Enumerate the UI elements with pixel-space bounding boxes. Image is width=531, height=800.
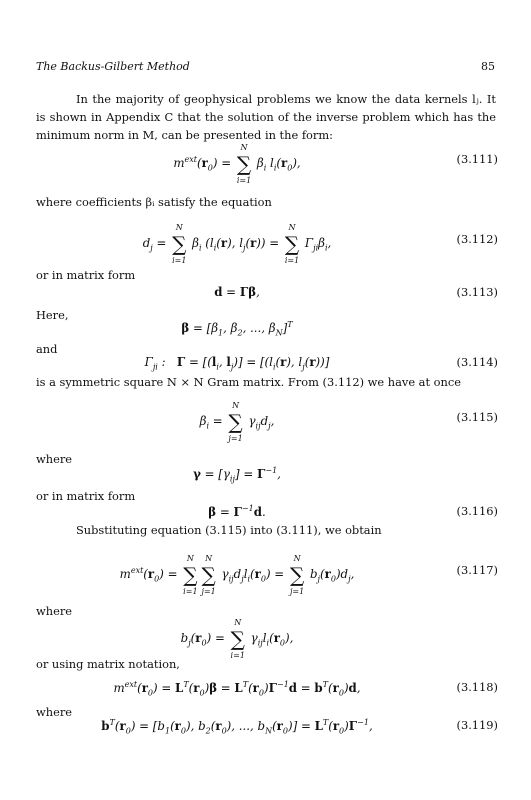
equation-3-111: $m^{ext}(r_0)$ = ∑ N i=1 $\beta_i$ $l_i(r_0)$, (3.111)	[173, 143, 498, 185]
running-header-title: The Backus-Gilbert Method	[36, 60, 190, 73]
paragraph-3: or in matrix form	[36, 268, 136, 282]
equation-beta-vector: $\beta = [\beta_1$, $\beta_2$, ..., $\beta_N]^T$	[181, 320, 293, 338]
equation-number: (3.118)	[456, 680, 498, 694]
paragraph-2: where coefficients βᵢ satisfy the equation	[36, 195, 272, 209]
paragraph-11: or using matrix notation,	[36, 657, 180, 671]
equation-3-116: $\beta = \Gamma^{-1}d$. (3.116)	[208, 504, 498, 519]
equation-number: (3.112)	[456, 232, 498, 246]
equation-3-118: $m^{ext}(r_0) = L^T(r_0)\beta = L^T(r_0)\Gamma^{-1}d = b^T(r_0)d$, (3.118)	[113, 680, 498, 698]
paragraph-5: and	[36, 342, 58, 356]
equation-3-112: $d_j$ = ∑ N i=1 $\beta_i$ ($l_i(r)$, $l_j(r)$) = ∑ N i=1 $\Gamma_{ji}\beta_i$, (3.112)	[142, 223, 498, 265]
paragraph-6: is a symmetric square N × N Gram matrix. From (3.112) we have at once	[36, 375, 461, 389]
equation-number: (3.113)	[456, 285, 498, 299]
equation-number: (3.119)	[456, 718, 498, 732]
paragraph-4: Here,	[36, 308, 69, 322]
paragraph-7: where	[36, 452, 73, 466]
paragraph-12: where	[36, 705, 73, 719]
equation-3-114: $\Gamma_{ji}$ : $\Gamma = [(l_i$, $l_j)] = [(l_i(r)$, $l_j(r)$)] (3.114)	[144, 355, 498, 372]
equation-number: (3.115)	[456, 410, 498, 424]
paragraph-8: or in matrix form	[36, 489, 136, 503]
paragraph-10: where	[36, 604, 73, 618]
equation-3-113: d = Γβ, (3.113)	[214, 285, 498, 299]
equation-3-115: $\beta_i$ = ∑ N j=1 $\gamma_{ij}d_j$, (3.115)	[199, 401, 498, 443]
equation-3-119: $b^T(r_0) = [b_1(r_0)$, $b_2(r_0)$, ..., $b_N(r_0)] = L^T(r_0)\Gamma^{-1}$, (3.119)	[101, 718, 498, 736]
equation-3-117: $m^{ext}(r_0)$ = ∑ N i=1 ∑ N j=1 $\gamma_{ij}d_jl_i(r_0)$ = ∑ N j=1 $b_j(r_0)d_j$, (3.117)	[119, 554, 498, 596]
equation-number: (3.117)	[456, 563, 498, 577]
equation-number: (3.116)	[456, 504, 498, 518]
page-number: 85	[481, 60, 495, 73]
paragraph-1: In the majority of geophysical problems we know the data kernels lⱼ. It is shown in Appendix C that the solution of the inverse problem which has the minimum norm in M, can be presented in the form:	[36, 92, 496, 142]
equation-gamma-inverse: $\gamma = [\gamma_{ij}] = \Gamma^{-1}$,	[193, 466, 281, 484]
equation-b-definition: $b_j(r_0)$ = ∑ N i=1 $\gamma_{ij}l_i(r_0)$,	[180, 618, 294, 660]
equation-number: (3.111)	[456, 152, 498, 166]
equation-number: (3.114)	[456, 355, 498, 369]
paragraph-9: Substituting equation (3.115) into (3.111), we obtain	[76, 523, 382, 537]
